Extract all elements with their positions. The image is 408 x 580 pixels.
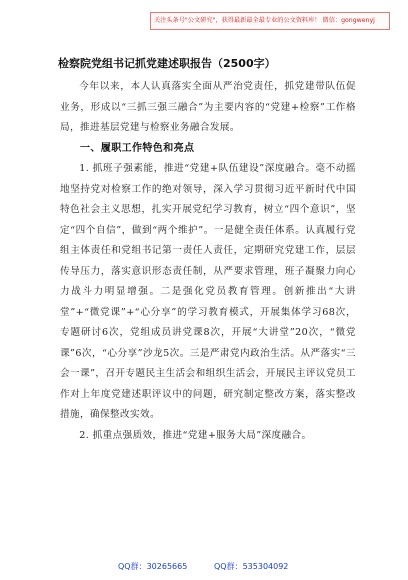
- footer: [118, 561, 318, 572]
- section-heading: 一、履职工作特色和亮点: [80, 142, 195, 154]
- body-paragraph-1: 1. 抓班子强素能，推进“党建+队伍建设”深度融合。毫不动摇地坚持党对检察工作的绝对领导，深入学习贯彻习近平新时代中国特色社会主义思想，扎实开展党纪学习教育，树立“四个意识”，坚定“四个自信”，做到“两个维护”。一是健全责任体系。认真履行党组主体责任和党组书记第一责任人责任，定期研究党建工作，层层传导压力，落实意识形态责任制，从严要求管理，班子凝聚力向心力战斗力明显增强。二是强化党员教育管理。创新推出“大讲堂”+“微党课”+“心分享”的学习教育模式，开展集体学习68次，专题研讨6次，党组成员讲党课8次，开展“大讲堂”20次，“微党课”6次，“心分享”沙龙5次。三是严肃党内政治生活。从严落实“三会一课”，召开专题民主生活会和组织生活会，开展民主评议党员工作对上年度党建述职评议中的问题，研究制定整改方案，落实整改措施，确保整改实效。: [60, 163, 356, 420]
- footer-qq-group-2: QQ群：535304092: [214, 562, 289, 571]
- body-paragraph-2: 2. 抓重点强质效，推进“党建+服务大局”深度融合。: [79, 429, 312, 441]
- document-title: 检察院党组书记抓党建述职报告（2500字）: [58, 57, 276, 70]
- footer-qq-group-1: QQ群：30265665: [118, 562, 188, 571]
- document-body: [60, 77, 356, 446]
- header-banner: 关注头条号"公文研究"，获得最新最全最专业的公文资料库！ 微信：gongwenyj: [150, 12, 390, 30]
- intro-paragraph: 今年以来，本人认真落实全面从严治党责任，抓党建带队伍促业务，形成以“三抓三强三融合”为主要内容的“党建+检察”工作格局，推进基层党建与检察业务融合发展。: [60, 81, 356, 133]
